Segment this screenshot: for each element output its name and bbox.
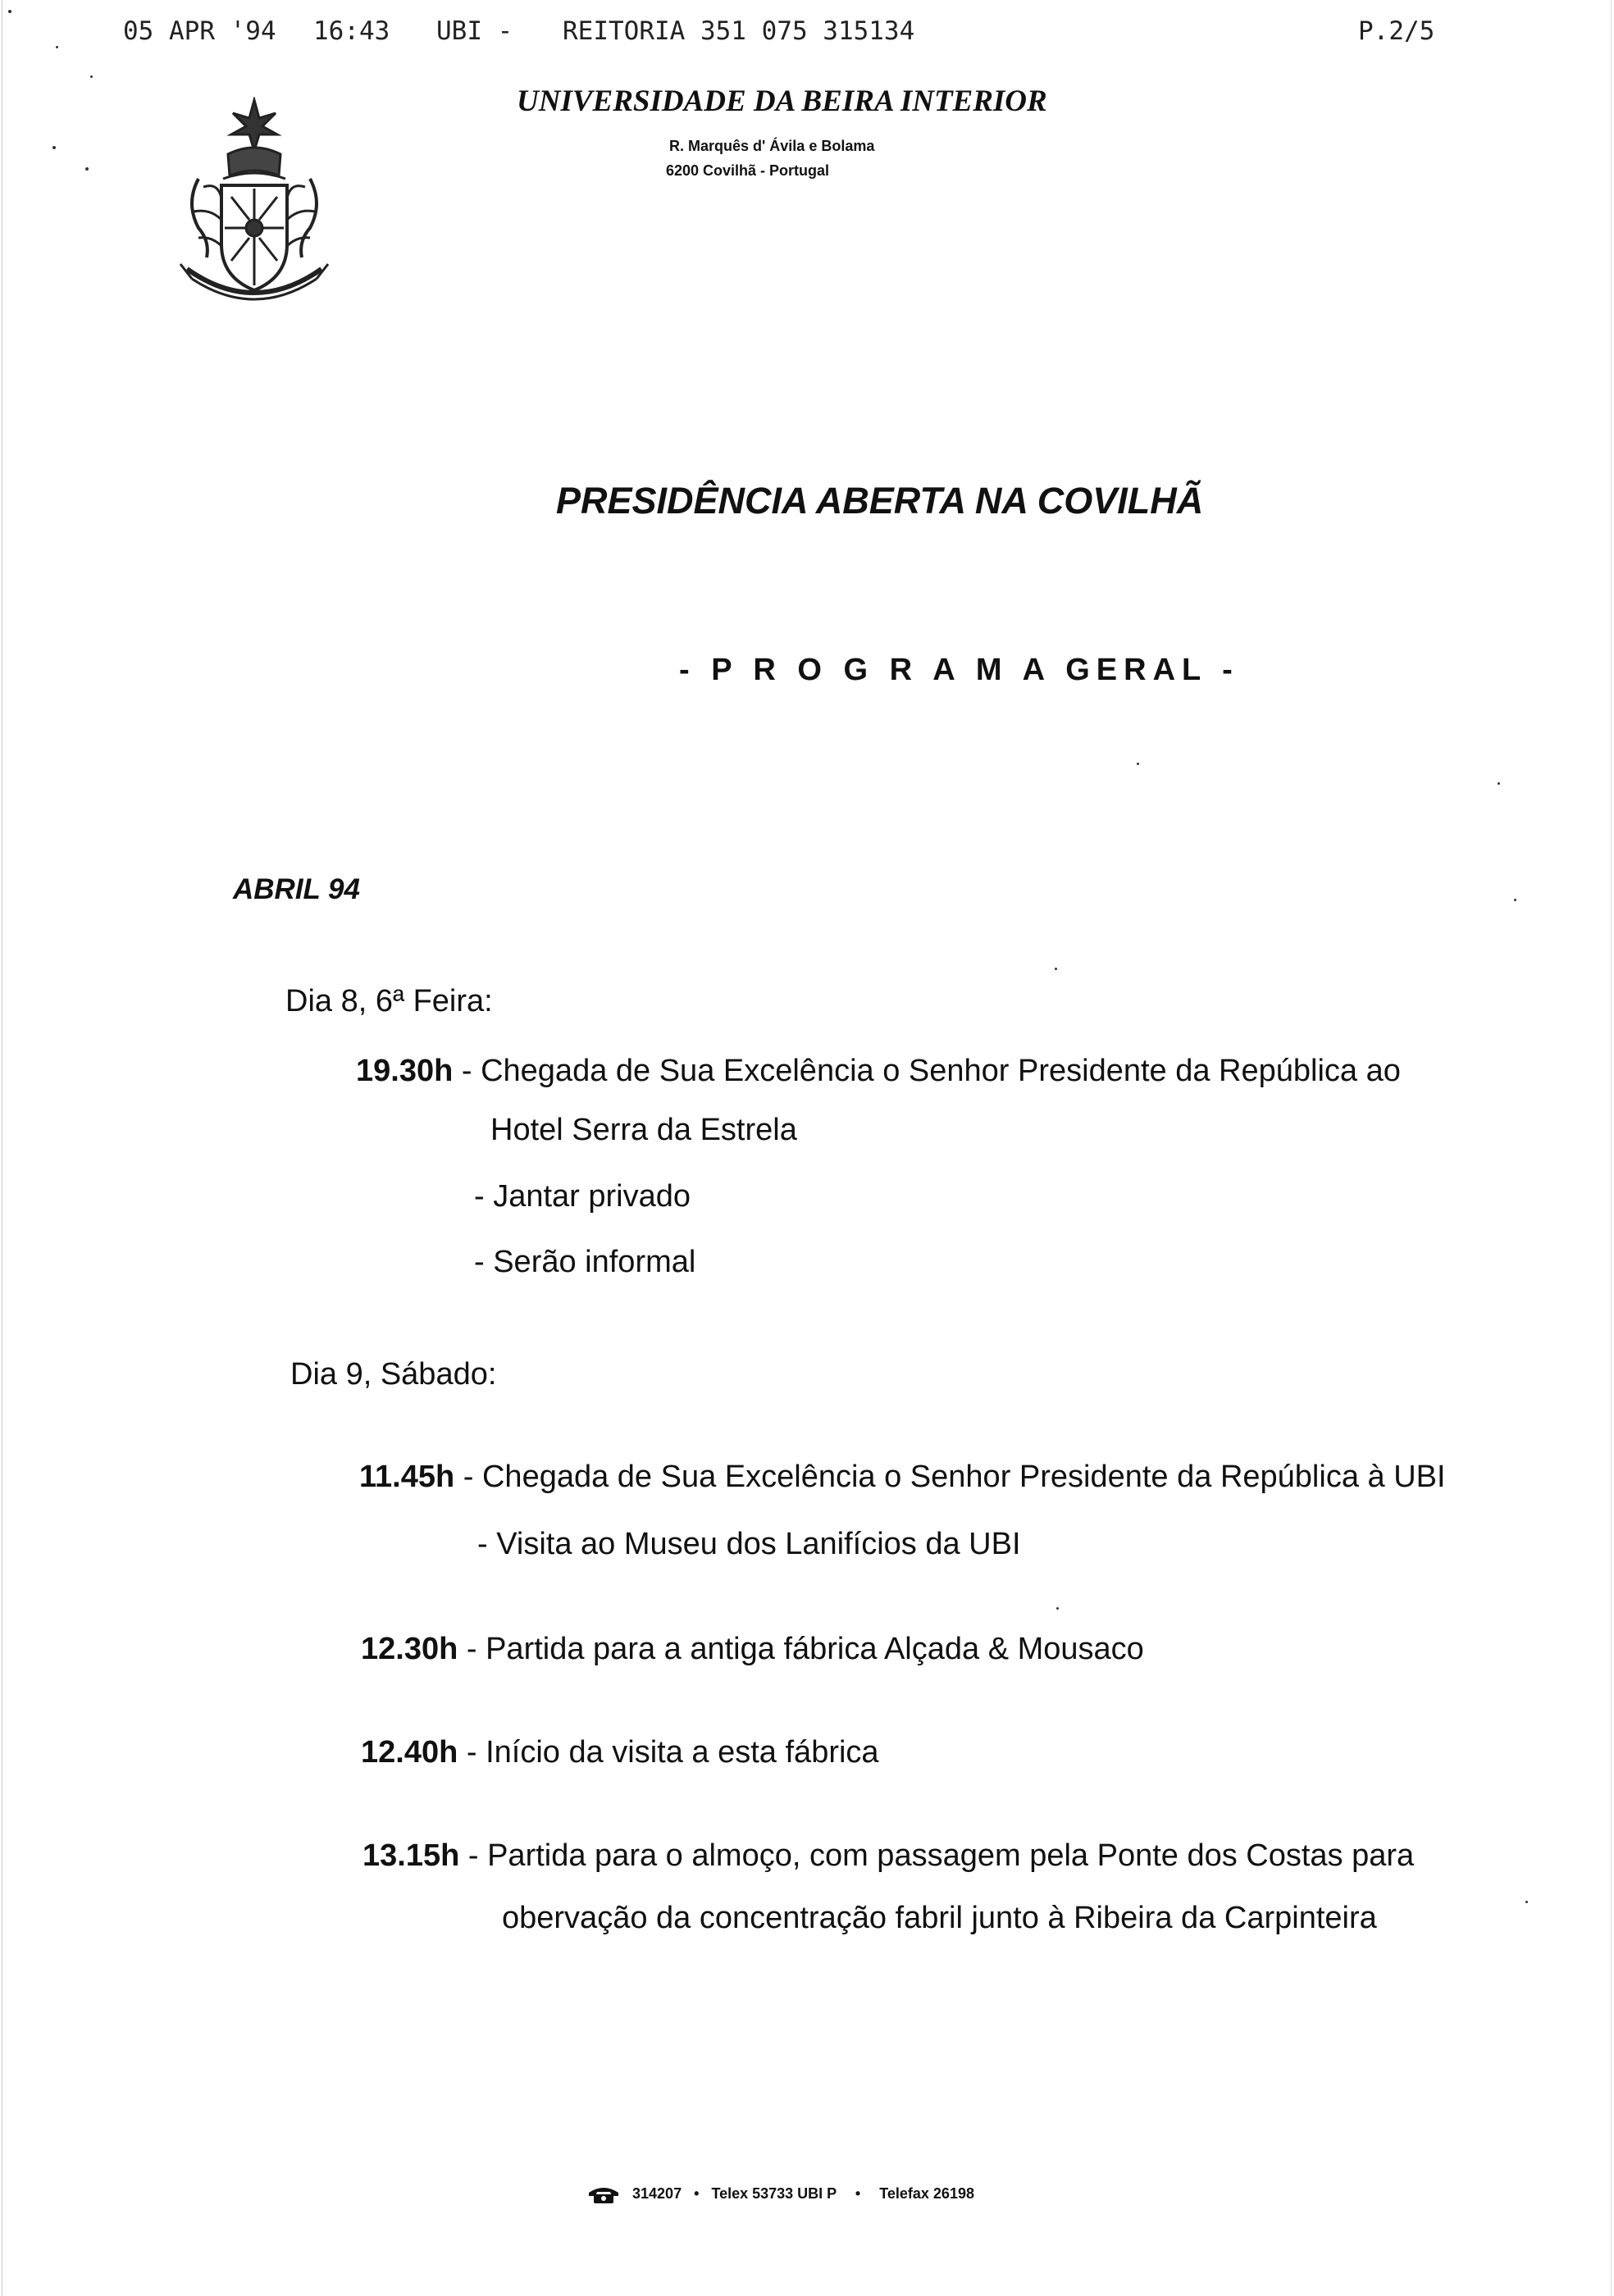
footer-phone: 314207 xyxy=(632,2184,682,2202)
telephone-icon xyxy=(587,2184,620,2204)
event-description: - Partida para a antiga fábrica Alçada & Mousaco xyxy=(466,1632,1144,1666)
month-heading: ABRIL 94 xyxy=(233,873,360,905)
event-time: 11.45h xyxy=(359,1460,455,1494)
fax-time: 16:43 xyxy=(313,16,390,46)
event-description-continued: obervação da concentração fabril junto à Ribeira da Carpinteira xyxy=(502,1901,1377,1935)
event-description: - Início da visita a esta fábrica xyxy=(466,1735,879,1770)
schedule-event xyxy=(361,1632,1144,1667)
day-heading: Dia 9, Sábado: xyxy=(290,1357,497,1392)
schedule-event xyxy=(359,1460,1446,1495)
address-city: 6200 Covilhã - Portugal xyxy=(666,162,830,179)
event-description: - Chegada de Sua Excelência o Senhor Presidente da República ao xyxy=(461,1054,1401,1088)
footer-telex: Telex 53733 UBI P xyxy=(711,2184,837,2202)
event-time: 19.30h xyxy=(356,1054,454,1088)
schedule-event xyxy=(356,1054,1401,1089)
event-sub-item: - Jantar privado xyxy=(474,1179,691,1214)
event-description: - Chegada de Sua Excelência o Senhor Presidente da República à UBI xyxy=(463,1460,1446,1494)
schedule-event xyxy=(362,1838,1414,1874)
footer-contacts: 314207 • Telex 53733 UBI P • Telefax 26198 xyxy=(587,2184,974,2204)
event-time: 12.40h xyxy=(361,1735,458,1770)
document-subtitle: - P R O G R A M A GERAL - xyxy=(679,653,1239,687)
fax-sender: UBI - xyxy=(436,16,513,46)
fax-page-number: P.2/5 xyxy=(1358,16,1435,46)
day-heading: Dia 8, 6ª Feira: xyxy=(285,984,493,1018)
address-street: R. Marquês d' Ávila e Bolama xyxy=(669,138,875,154)
fax-date: 05 APR '94 xyxy=(123,16,276,46)
event-description: - Partida para o almoço, com passagem pela Ponte dos Costas para xyxy=(467,1838,1415,1873)
event-time: 13.15h xyxy=(362,1838,460,1873)
footer-telefax: Telefax 26198 xyxy=(879,2184,974,2202)
event-description-continued: Hotel Serra da Estrela xyxy=(490,1113,797,1147)
event-sub-item: - Serão informal xyxy=(474,1245,696,1279)
schedule-event xyxy=(361,1735,879,1770)
event-time: 12.30h xyxy=(361,1632,458,1666)
event-sub-item: - Visita ao Museu dos Lanifícios da UBI xyxy=(477,1527,1021,1561)
university-crest-icon xyxy=(174,97,335,317)
university-name: UNIVERSIDADE DA BEIRA INTERIOR xyxy=(517,84,1047,118)
fax-office: REITORIA 351 075 315134 xyxy=(563,16,915,46)
document-title: PRESIDÊNCIA ABERTA NA COVILHÃ xyxy=(556,480,1204,522)
